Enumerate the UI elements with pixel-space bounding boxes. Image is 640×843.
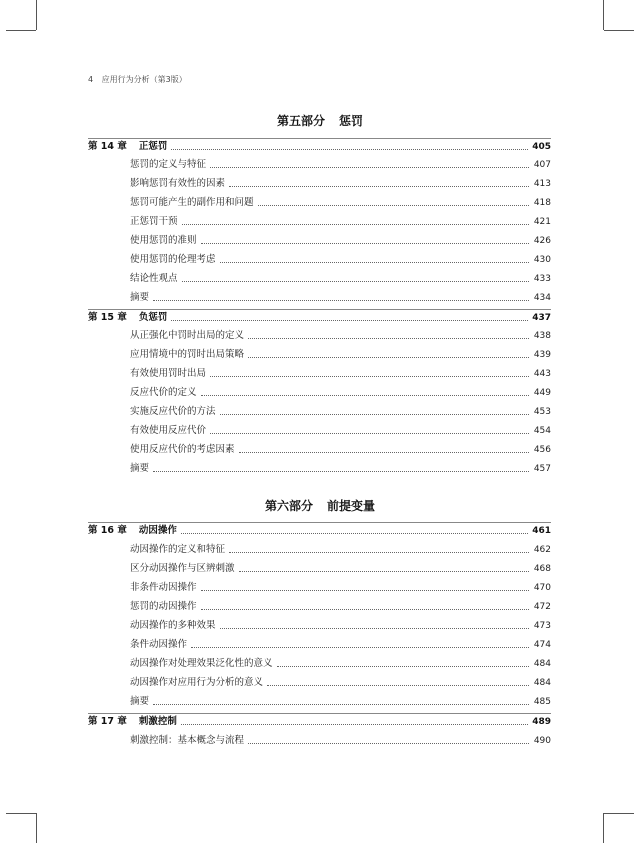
toc-section[interactable]: 使用惩罚的伦理考虑 430 xyxy=(130,254,551,265)
toc-section[interactable]: 惩罚的动因操作 472 xyxy=(130,601,551,612)
crop-mark xyxy=(604,813,634,814)
toc-section[interactable]: 正惩罚干预 421 xyxy=(130,216,551,227)
toc-section[interactable]: 区分动因操作与区辨刺激 468 xyxy=(130,563,551,574)
toc-section[interactable]: 惩罚的定义与特征 407 xyxy=(130,159,551,170)
toc-section[interactable]: 动因操作对应用行为分析的意义 484 xyxy=(130,677,551,688)
toc-section[interactable]: 条件动因操作 474 xyxy=(130,639,551,650)
toc-section[interactable]: 结论性观点 433 xyxy=(130,273,551,284)
crop-mark xyxy=(603,0,604,30)
toc-page: 437 xyxy=(532,313,551,323)
leader-dots xyxy=(171,319,528,321)
crop-mark xyxy=(604,30,634,31)
crop-mark xyxy=(36,0,37,30)
toc-section[interactable]: 非条件动因操作 470 xyxy=(130,582,551,593)
toc-chapter[interactable]: 第 16 章 动因操作 461 xyxy=(88,523,551,539)
leader-dots xyxy=(181,532,528,534)
toc-section[interactable]: 有效使用罚时出局 443 xyxy=(130,368,551,379)
toc-chapter[interactable]: 第 17 章 刺激控制 489 xyxy=(88,714,551,730)
running-header xyxy=(88,74,187,85)
book-title: 应用行为分析（第3版） xyxy=(101,75,187,84)
crop-mark xyxy=(6,30,36,31)
toc-section[interactable]: 使用反应代价的考虑因素 456 xyxy=(130,444,551,455)
leader-dots xyxy=(181,723,528,725)
leader-dots xyxy=(171,148,528,150)
crop-mark xyxy=(6,813,36,814)
toc-section[interactable]: 反应代价的定义 449 xyxy=(130,387,551,398)
toc-page: 461 xyxy=(532,526,551,536)
toc-page: 405 xyxy=(532,142,551,152)
toc-section[interactable]: 应用情境中的罚时出局策略 439 xyxy=(130,349,551,360)
toc-page: 489 xyxy=(532,717,551,727)
toc-section[interactable]: 摘要 457 xyxy=(130,463,551,474)
toc-section[interactable]: 摘要 485 xyxy=(130,696,551,707)
toc-section[interactable]: 有效使用反应代价 454 xyxy=(130,425,551,436)
crop-mark xyxy=(603,813,604,843)
page-number: 4 xyxy=(88,75,94,84)
part-title: 第六部分 前提变量 xyxy=(264,499,376,513)
toc-section[interactable]: 惩罚可能产生的副作用和问题 418 xyxy=(130,197,551,208)
toc-section[interactable]: 动因操作对处理效果泛化性的意义 484 xyxy=(130,658,551,669)
toc-section[interactable]: 动因操作的定义和特征 462 xyxy=(130,544,551,555)
toc-section[interactable]: 使用惩罚的准则 426 xyxy=(130,235,551,246)
toc-section[interactable]: 刺激控制：基本概念与流程 490 xyxy=(130,735,551,746)
toc-section[interactable]: 从正强化中罚时出局的定义 438 xyxy=(130,330,551,341)
crop-mark xyxy=(36,813,37,843)
toc-chapter[interactable]: 第 15 章 负惩罚 437 xyxy=(88,310,551,326)
toc-section[interactable]: 摘要 434 xyxy=(130,292,551,303)
toc-section[interactable]: 动因操作的多种效果 473 xyxy=(130,620,551,631)
toc-chapter[interactable]: 第 14 章 正惩罚 405 xyxy=(88,139,551,155)
toc-section[interactable]: 影响惩罚有效性的因素 413 xyxy=(130,178,551,189)
part-title: 第五部分 惩罚 xyxy=(276,114,364,128)
toc-section[interactable]: 实施反应代价的方法 453 xyxy=(130,406,551,417)
